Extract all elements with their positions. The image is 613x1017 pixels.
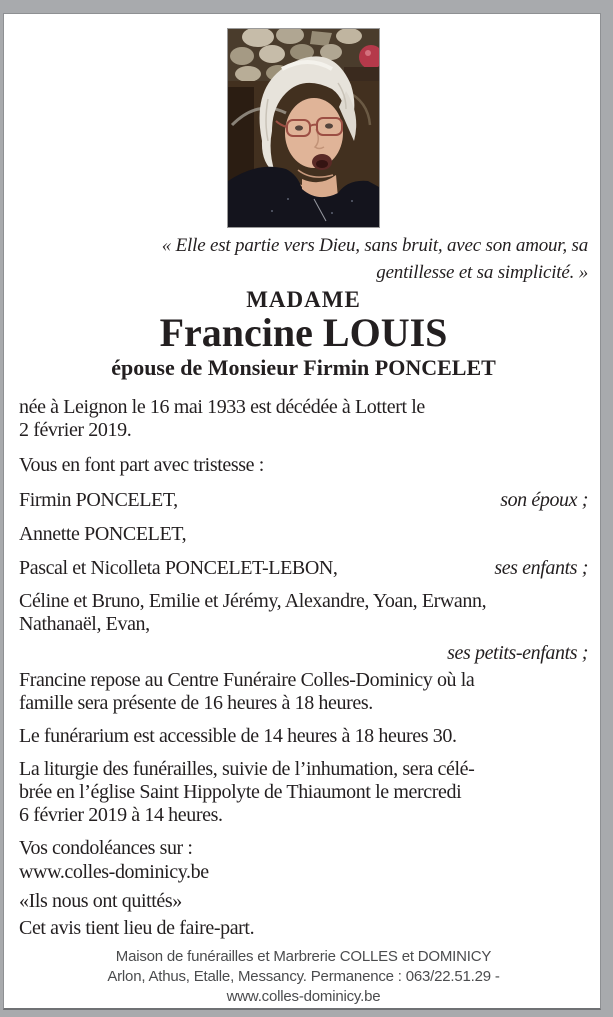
grandchildren-line-1: Céline et Bruno, Emilie et Jérémy, Alexandre, Yoan, Erwann, xyxy=(19,590,487,612)
photo-section xyxy=(19,28,588,228)
family-names: Annette PONCELET, xyxy=(19,523,187,545)
family-names: Firmin PONCELET, xyxy=(19,489,178,511)
grandchildren-role: ses petits-enfants ; xyxy=(447,642,588,664)
liturgy-line-2: brée en l’église Saint Hippolyte de Thiaumont le mercredi xyxy=(19,781,462,803)
announcement-card xyxy=(3,13,601,1010)
epitaph-line: «Ils nous ont quittés» xyxy=(19,890,182,912)
family-names: Pascal et Nicolleta PONCELET-LEBON, xyxy=(19,557,338,579)
closing-line: Cet avis tient lieu de faire-part. xyxy=(19,917,255,939)
family-row-daughter xyxy=(19,523,588,546)
grandchildren-line-2: Nathanaël, Evan, xyxy=(19,613,150,635)
funeral-home-footer xyxy=(19,947,588,1007)
condolences-label: Vos condoléances sur : xyxy=(19,837,193,859)
liturgy-line-3: 6 février 2019 à 14 heures. xyxy=(19,804,223,826)
civility-title: MADAME xyxy=(246,287,361,312)
birth-death-line-1: née à Leignon le 16 mai 1933 est décédée à Lottert le xyxy=(19,396,425,418)
announce-line: Vous en font part avec tristesse : xyxy=(19,454,264,476)
wake-line-1: Francine repose au Centre Funéraire Colles-Dominicy où la xyxy=(19,669,475,691)
liturgy-paragraph xyxy=(19,758,588,827)
footer-company: Maison de funérailles et Marbrerie COLLES et DOMINICY xyxy=(115,948,492,965)
family-row-children xyxy=(19,557,588,580)
liturgy-line-1: La liturgie des funérailles, suivie de l’inhumation, sera célé- xyxy=(19,758,475,780)
birth-death-paragraph xyxy=(19,396,588,442)
footer-locations-phone: Arlon, Athus, Etalle, Messancy. Permanence : 063/22.51.29 - xyxy=(107,968,500,985)
portrait-photo xyxy=(227,28,380,228)
wake-line-2: famille sera présente de 16 heures à 18 heures. xyxy=(19,692,373,714)
notice-body xyxy=(19,396,588,940)
family-role: ses enfants ; xyxy=(494,557,588,579)
quote-line-1: « Elle est partie vers Dieu, sans bruit, avec son amour, sa xyxy=(161,235,588,256)
birth-death-line-2: 2 février 2019. xyxy=(19,419,132,441)
memorial-quote xyxy=(19,232,588,286)
spouse-relation: épouse de Monsieur Firmin PONCELET xyxy=(111,355,496,380)
deceased-name: Francine LOUIS xyxy=(159,310,448,355)
wake-paragraph xyxy=(19,669,588,715)
quote-line-2: gentillesse et sa simplicité. » xyxy=(376,262,588,283)
footer-website: www.colles-dominicy.be xyxy=(226,988,381,1005)
family-row-spouse xyxy=(19,489,588,512)
funerarium-line: Le funérarium est accessible de 14 heures à 18 heures 30. xyxy=(19,725,457,747)
grandchildren-names xyxy=(19,590,588,636)
portrait-illustration xyxy=(228,29,379,227)
condolences-url: www.colles-dominicy.be xyxy=(19,861,209,883)
family-role: son époux ; xyxy=(500,489,588,511)
